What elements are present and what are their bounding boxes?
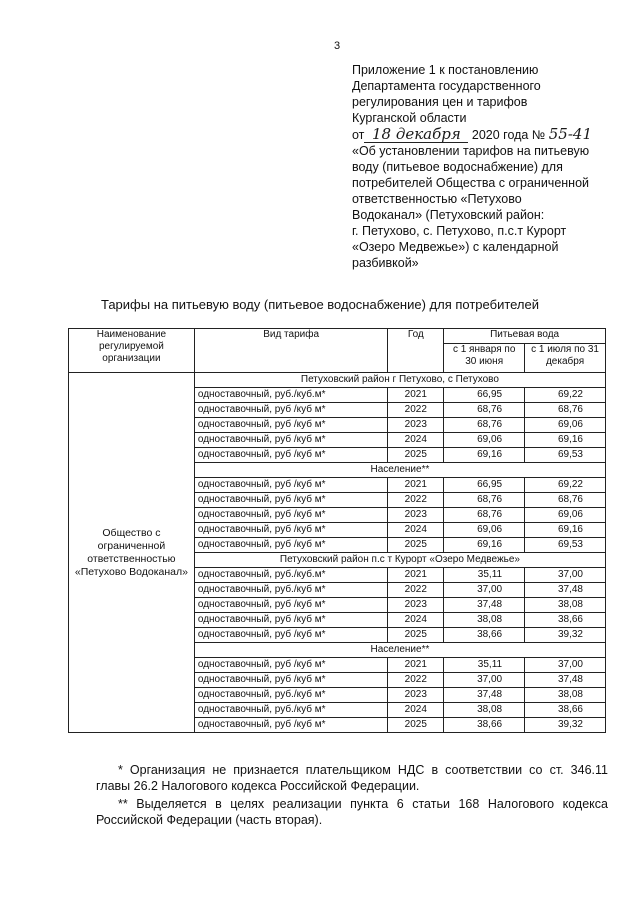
tariff-year: 2024 [388, 523, 444, 538]
tariff-second-half: 37,48 [525, 583, 606, 598]
subject-line: «Об установлении тарифов на питьевую [352, 144, 590, 158]
tariff-type: одноставочный, руб /куб м* [194, 433, 388, 448]
tariff-type: одноставочный, руб /куб м* [194, 538, 388, 553]
tariff-second-half: 69,53 [525, 448, 606, 463]
tariff-year: 2021 [388, 658, 444, 673]
tariff-year: 2025 [388, 628, 444, 643]
tariff-first-half: 68,76 [444, 403, 525, 418]
tariff-year: 2024 [388, 433, 444, 448]
tariff-type: одноставочный, руб /куб м* [194, 478, 388, 493]
tariff-type: одноставочный, руб /куб м* [194, 628, 388, 643]
tariff-first-half: 68,76 [444, 493, 525, 508]
header-water: Питьевая вода [444, 329, 606, 344]
tariff-second-half: 39,32 [525, 718, 606, 733]
tariff-second-half: 38,66 [525, 613, 606, 628]
tariff-first-half: 69,16 [444, 538, 525, 553]
tariff-type: одноставочный, руб /куб м* [194, 493, 388, 508]
appendix-line: Курганской области [352, 111, 467, 125]
tariff-first-half: 69,06 [444, 523, 525, 538]
tariff-year: 2021 [388, 478, 444, 493]
tariff-year: 2023 [388, 508, 444, 523]
tariff-year: 2021 [388, 568, 444, 583]
subject-line: разбивкой» [352, 256, 419, 270]
tariff-year: 2024 [388, 703, 444, 718]
tariff-second-half: 38,08 [525, 598, 606, 613]
subject-line: потребителей Общества с ограниченной [352, 176, 590, 190]
tariff-type: одноставочный, руб /куб м* [194, 508, 388, 523]
tariff-first-half: 38,66 [444, 718, 525, 733]
date-prefix: от [352, 128, 365, 142]
tariff-first-half: 69,06 [444, 433, 525, 448]
section-title: Петуховский район г Петухово, с Петухово [194, 373, 605, 388]
tariff-year: 2024 [388, 613, 444, 628]
tariff-type: одноставочный, руб /куб м* [194, 613, 388, 628]
handwritten-date: 18 декабря [364, 127, 468, 143]
tariff-first-half: 38,08 [444, 613, 525, 628]
tariff-year: 2021 [388, 388, 444, 403]
subject-line: ответственностью «Петухово [352, 192, 522, 206]
appendix-line: Департамента государственного [352, 79, 541, 93]
tariff-second-half: 68,76 [525, 403, 606, 418]
tariff-second-half: 37,00 [525, 568, 606, 583]
tariff-type: одноставочный, руб /куб м* [194, 673, 388, 688]
tariff-type: одноставочный, руб /куб м* [194, 718, 388, 733]
organization-name: Общество с ограниченной ответственностью «Петухово Водоканал» [69, 373, 195, 733]
tariff-type: одноставочный, руб./куб.м* [194, 388, 388, 403]
tariff-second-half: 69,06 [525, 418, 606, 433]
subject-line: воду (питьевое водоснабжение) для [352, 160, 563, 174]
page-number: 3 [334, 40, 341, 52]
header-org: Наименование регулируемой организации [69, 329, 195, 373]
table-title: Тарифы на питьевую воду (питьевое водоснабжение) для потребителей [100, 297, 540, 312]
tariff-type: одноставочный, руб./куб.м* [194, 568, 388, 583]
tariff-year: 2022 [388, 583, 444, 598]
tariff-second-half: 68,76 [525, 493, 606, 508]
tariff-second-half: 69,53 [525, 538, 606, 553]
tariff-type: одноставочный, руб /куб м* [194, 598, 388, 613]
tariff-year: 2022 [388, 493, 444, 508]
appendix-block [352, 62, 622, 271]
tariff-first-half: 69,16 [444, 448, 525, 463]
tariff-year: 2022 [388, 403, 444, 418]
tariff-second-half: 37,48 [525, 673, 606, 688]
tariff-second-half: 38,08 [525, 688, 606, 703]
tariff-type: одноставочный, руб /куб м* [194, 403, 388, 418]
appendix-line: регулирования цен и тарифов [352, 95, 528, 109]
section-title: Население** [194, 643, 605, 658]
year-number-label: 2020 года № [471, 128, 546, 142]
tariff-type: одноставочный, руб./куб м* [194, 688, 388, 703]
tariff-table [68, 328, 606, 733]
tariff-first-half: 35,11 [444, 658, 525, 673]
tariff-first-half: 37,00 [444, 673, 525, 688]
tariff-type: одноставочный, руб./куб м* [194, 703, 388, 718]
tariff-first-half: 38,66 [444, 628, 525, 643]
tariff-first-half: 68,76 [444, 418, 525, 433]
section-title: Петуховский район п.с т Курорт «Озеро Медвежье» [194, 553, 605, 568]
tariff-first-half: 37,48 [444, 688, 525, 703]
handwritten-number: 55-41 [548, 125, 592, 143]
tariff-second-half: 69,22 [525, 388, 606, 403]
footnote-population: ** Выделяется в целях реализации пункта 6 статьи 168 Налогового кодекса Российской Федерации (часть вторая). [96, 797, 608, 827]
section-title: Население** [194, 463, 605, 478]
footnotes [96, 762, 608, 830]
tariff-first-half: 35,11 [444, 568, 525, 583]
header-first-half: с 1 января по 30 июня [444, 344, 525, 373]
tariff-second-half: 69,16 [525, 523, 606, 538]
tariff-type: одноставочный, руб /куб м* [194, 658, 388, 673]
tariff-type: одноставочный, руб /куб м* [194, 448, 388, 463]
tariff-year: 2023 [388, 418, 444, 433]
tariff-first-half: 37,00 [444, 583, 525, 598]
header-year: Год [388, 329, 444, 373]
tariff-first-half: 37,48 [444, 598, 525, 613]
appendix-line: Приложение 1 к постановлению [352, 63, 539, 77]
tariff-second-half: 37,00 [525, 658, 606, 673]
tariff-type: одноставочный, руб /куб м* [194, 523, 388, 538]
tariff-year: 2022 [388, 673, 444, 688]
footnote-vat: * Организация не признается плательщиком НДС в соответствии со ст. 346.11 главы 26.2 Налогового кодекса Российской Федерации. [96, 763, 608, 793]
tariff-year: 2025 [388, 718, 444, 733]
tariff-first-half: 68,76 [444, 508, 525, 523]
subject-line: г. Петухово, с. Петухово, п.с.т Курорт [352, 224, 567, 238]
header-type: Вид тарифа [194, 329, 388, 373]
tariff-year: 2023 [388, 598, 444, 613]
header-second-half: с 1 июля по 31 декабря [525, 344, 606, 373]
tariff-first-half: 66,95 [444, 388, 525, 403]
tariff-second-half: 69,16 [525, 433, 606, 448]
section-row [69, 373, 606, 388]
tariff-second-half: 39,32 [525, 628, 606, 643]
tariff-first-half: 38,08 [444, 703, 525, 718]
tariff-year: 2023 [388, 688, 444, 703]
tariff-year: 2025 [388, 448, 444, 463]
tariff-second-half: 69,22 [525, 478, 606, 493]
tariff-year: 2025 [388, 538, 444, 553]
subject-line: «Озеро Медвежье») с календарной [352, 240, 559, 254]
tariff-first-half: 66,95 [444, 478, 525, 493]
tariff-type: одноставочный, руб./куб м* [194, 583, 388, 598]
tariff-type: одноставочный, руб /куб м* [194, 418, 388, 433]
appendix-date-line [352, 126, 622, 143]
tariff-second-half: 38,66 [525, 703, 606, 718]
tariff-second-half: 69,06 [525, 508, 606, 523]
subject-line: Водоканал» (Петуховский район: [352, 208, 545, 222]
header-row [69, 329, 606, 344]
